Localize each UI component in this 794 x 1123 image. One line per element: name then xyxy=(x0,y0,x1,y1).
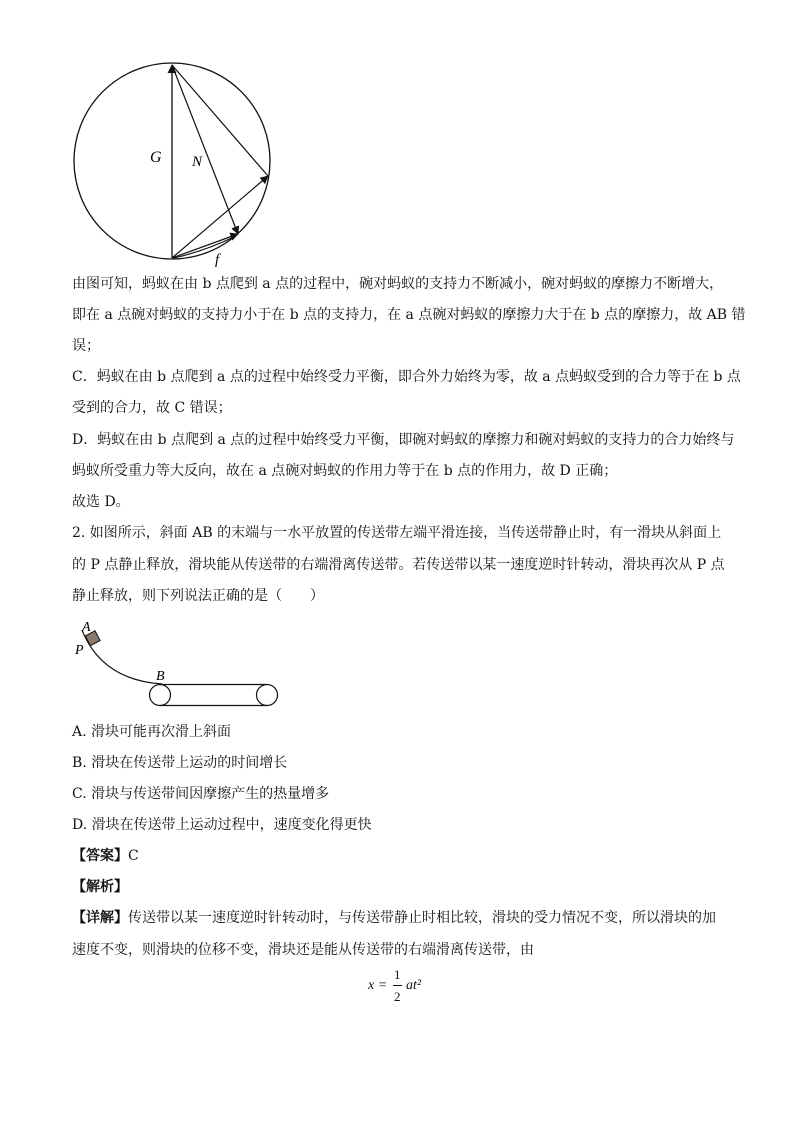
question2-line-2: 的 P 点静止释放，滑块能从传送带的右端滑离传送带。若传送带以某一速度逆时针转动，滑块再次从 P 点 xyxy=(72,557,725,573)
option-d-explanation-2: 蚂蚁所受重力等大反向，故在 a 点碗对蚂蚁的作用力等于在 b 点的作用力，故 D 正确； xyxy=(72,463,618,479)
detail-text-1: 传送带以某一速度逆时针转动时，与传送带静止时相比较，滑块的受力情况不变，所以滑块的加 xyxy=(128,910,716,926)
answer-value: C xyxy=(128,848,139,864)
solution-conclusion: 故选 D。 xyxy=(72,494,130,510)
option-d: D. 滑块在传送带上运动过程中，速度变化得更快 xyxy=(72,817,372,833)
force-diagram-figure xyxy=(70,58,275,273)
option-a: A. 滑块可能再次滑上斜面 xyxy=(72,724,232,740)
option-d-explanation-1: D．蚂蚁在由 b 点爬到 a 点的过程中始终受力平衡，即碗对蚂蚁的摩擦力和碗对蚂蚁的支持力的合力始终与 xyxy=(72,432,735,448)
formula-denominator: 2 xyxy=(394,989,401,1004)
detail-line-1 xyxy=(72,908,724,928)
analysis-tag: 【解析】 xyxy=(72,879,128,895)
question2-line-3: 静止释放，则下列说法正确的是（ ） xyxy=(72,588,324,604)
formula-rhs: at² xyxy=(406,978,422,993)
detail-tag: 【详解】 xyxy=(72,910,128,926)
label-P: P xyxy=(75,643,84,658)
label-A: A xyxy=(82,620,91,635)
analysis-line xyxy=(72,877,724,897)
solution-line-1: 由图可知，蚂蚁在由 b 点爬到 a 点的过程中，碗对蚂蚁的支持力不断减小，碗对蚂蚁的摩擦力不断增大， xyxy=(72,276,724,292)
formula-lhs: x = xyxy=(368,978,388,993)
label-f: f xyxy=(215,252,220,268)
label-G: G xyxy=(150,149,162,166)
option-c: C. 滑块与传送带间因摩擦产生的热量增多 xyxy=(72,786,330,802)
solution-line-2: 即在 a 点碗对蚂蚁的支持力小于在 b 点的支持力，在 a 点碗对蚂蚁的摩擦力大于在 b 点的摩擦力，故 AB 错 xyxy=(72,307,746,323)
option-c-explanation-2: 受到的合力，故 C 错误； xyxy=(72,400,232,416)
solution-line-3: 误； xyxy=(72,338,100,354)
detail-line-2: 速度不变，则滑块的位移不变，滑块还是能从传送带的右端滑离传送带，由 xyxy=(72,942,534,958)
label-N: N xyxy=(192,154,203,170)
triangle-edge-top xyxy=(172,65,268,176)
question2-line-1: 2. 如图所示，斜面 AB 的末端与一水平放置的传送带左端平滑连接，当传送带静止时，有一滑块从斜面上 xyxy=(72,525,722,541)
left-roller xyxy=(150,685,171,706)
answer-tag: 【答案】 xyxy=(72,848,128,864)
label-B: B xyxy=(156,669,165,684)
option-b: B. 滑块在传送带上运动的时间增长 xyxy=(72,755,288,771)
conveyor-diagram-figure xyxy=(72,618,287,710)
fraction-bar xyxy=(393,985,402,986)
friction-arc xyxy=(174,236,236,258)
right-roller xyxy=(257,685,278,706)
friction-vector xyxy=(172,234,238,258)
formula-numerator: 1 xyxy=(394,967,401,982)
normal-force-vector xyxy=(172,65,238,234)
option-c-explanation-1: C．蚂蚁在由 b 点爬到 a 点的过程中始终受力平衡，即合外力始终为零，故 a 点蚂蚁受到的合力等于在 b 点 xyxy=(72,369,741,385)
answer-line xyxy=(72,846,724,866)
